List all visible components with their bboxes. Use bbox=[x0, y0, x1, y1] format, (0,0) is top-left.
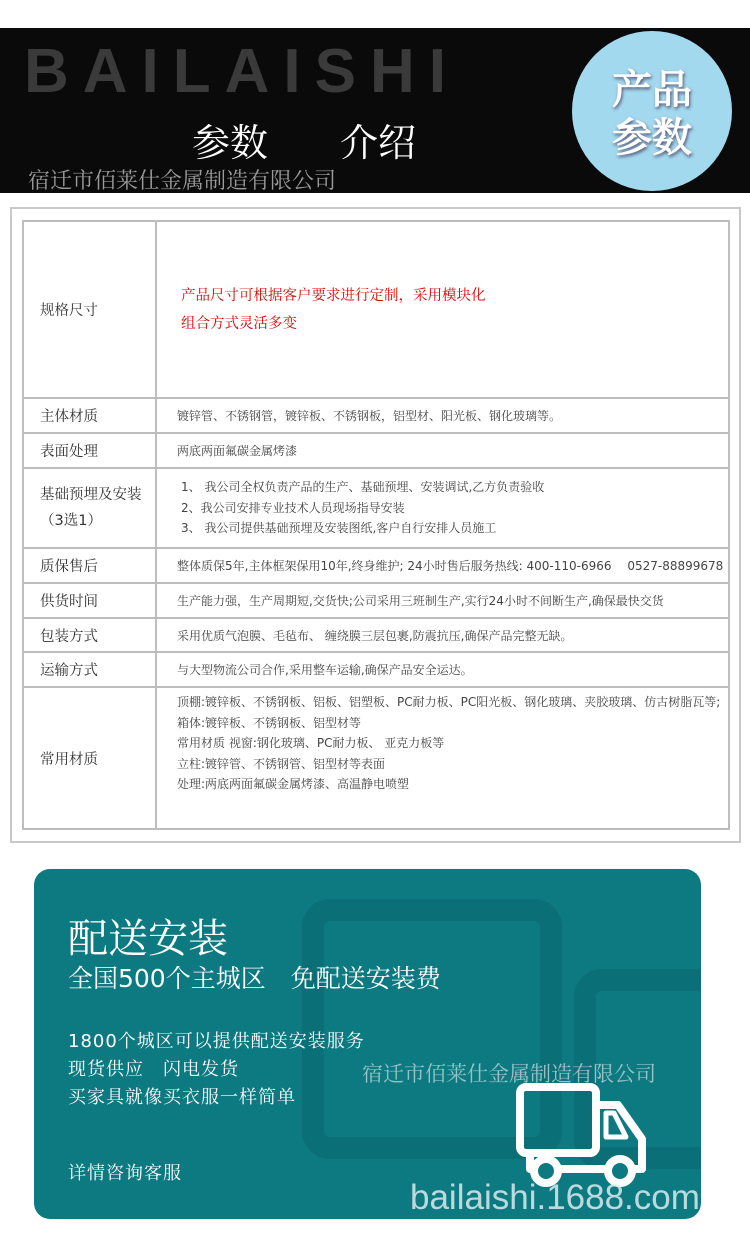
row-label: 质保售后 bbox=[23, 548, 156, 583]
row-label bbox=[23, 468, 156, 548]
value-line: 顶棚:镀锌板、不锈钢板、铝板、铝塑板、PC耐力板、PC阳光板、钢化玻璃、夹胶玻璃、仿古树脂瓦等; bbox=[177, 695, 721, 709]
table-row bbox=[23, 583, 729, 618]
delivery-card bbox=[34, 869, 701, 1219]
value-line: 2、我公司安排专业技术人员现场指导安装 bbox=[181, 500, 405, 515]
row-label: 供货时间 bbox=[23, 583, 156, 618]
row-value: 与大型物流公司合作,采用整车运输,确保产品安全运达。 bbox=[156, 652, 729, 687]
value-line: 组合方式灵活多变 bbox=[181, 315, 297, 332]
circle-line-2: 参数 bbox=[612, 115, 692, 161]
value-line: 立柱:镀锌管、不锈钢管、铝型材等表面 bbox=[177, 756, 386, 771]
row-value: 整体质保5年,主体框架保用10年,终身维护; 24小时售后服务热线: 400-110-6966 0527-88899678 bbox=[156, 548, 729, 583]
value-line: 产品尺寸可根据客户要求进行定制，采用模块化 bbox=[181, 287, 486, 304]
value-line: 3、 我公司提供基础预埋及安装图纸,客户自行安排人员施工 bbox=[181, 521, 497, 536]
spec-table bbox=[22, 220, 730, 830]
card-subtitle: 全国500个主城区 免配送安装费 bbox=[68, 964, 441, 993]
value-line: 1、 我公司全权负责产品的生产、基础预埋、安装调试,乙方负责验收 bbox=[181, 480, 545, 495]
banner-right-text: 介绍 bbox=[340, 121, 417, 165]
title-circle bbox=[572, 31, 732, 191]
row-label: 包装方式 bbox=[23, 618, 156, 652]
table-row bbox=[23, 468, 729, 548]
row-label: 规格尺寸 bbox=[23, 221, 156, 398]
table-row bbox=[23, 433, 729, 468]
table-row bbox=[23, 652, 729, 687]
url-watermark: bailaishi.1688.com bbox=[410, 1178, 700, 1217]
card-title: 配送安装 bbox=[68, 916, 228, 962]
value-line: 处理:两底两面氟碳金属烤漆、高温静电喷塑 bbox=[177, 777, 410, 791]
table-row bbox=[23, 687, 729, 829]
table-row bbox=[23, 398, 729, 433]
row-value bbox=[156, 468, 729, 548]
card-footer: 详情咨询客服 bbox=[68, 1163, 182, 1184]
watermark: 宿迁市佰莱仕金属制造有限公司 bbox=[28, 169, 337, 194]
row-value: 生产能力强，生产周期短,交货快;公司采用三班制生产,实行24小时不间断生产,确保最快交货 bbox=[156, 583, 729, 618]
card-line: 1800个城区可以提供配送安装服务 bbox=[68, 1031, 365, 1052]
value-line: 常用材质 视窗:钢化玻璃、PC耐力板、 亚克力板等 bbox=[177, 736, 445, 750]
label-line: （3选1） bbox=[40, 513, 102, 529]
banner bbox=[0, 28, 750, 193]
row-value bbox=[156, 687, 729, 829]
table-row bbox=[23, 548, 729, 583]
row-value: 采用优质气泡膜、毛毡布、 缠绕膜三层包裹,防震抗压,确保产品完整无缺。 bbox=[156, 618, 729, 652]
row-value bbox=[156, 221, 729, 398]
row-label: 表面处理 bbox=[23, 433, 156, 468]
brand-text: BAILAISHI bbox=[24, 37, 460, 106]
card-line: 现货供应 闪电发货 bbox=[68, 1059, 239, 1080]
value-line: 箱体:镀锌板、不锈钢板、铝型材等 bbox=[177, 715, 362, 730]
truck-icon bbox=[514, 1081, 654, 1191]
banner-left-text: 参数 bbox=[192, 121, 269, 165]
label-line: 基础预埋及安装 bbox=[40, 487, 142, 503]
row-label: 常用材质 bbox=[23, 687, 156, 829]
row-label: 运输方式 bbox=[23, 652, 156, 687]
card-watermark: 宿迁市佰莱仕金属制造有限公司 bbox=[362, 1062, 656, 1086]
row-value: 两底两面氟碳金属烤漆 bbox=[156, 433, 729, 468]
row-value: 镀锌管、不锈钢管，镀锌板、不锈钢板，铝型材、阳光板、钢化玻璃等。 bbox=[156, 398, 729, 433]
table-row bbox=[23, 221, 729, 398]
table-row bbox=[23, 618, 729, 652]
card-line: 买家具就像买衣服一样简单 bbox=[68, 1087, 296, 1108]
circle-line-1: 产品 bbox=[612, 67, 692, 113]
row-label: 主体材质 bbox=[23, 398, 156, 433]
